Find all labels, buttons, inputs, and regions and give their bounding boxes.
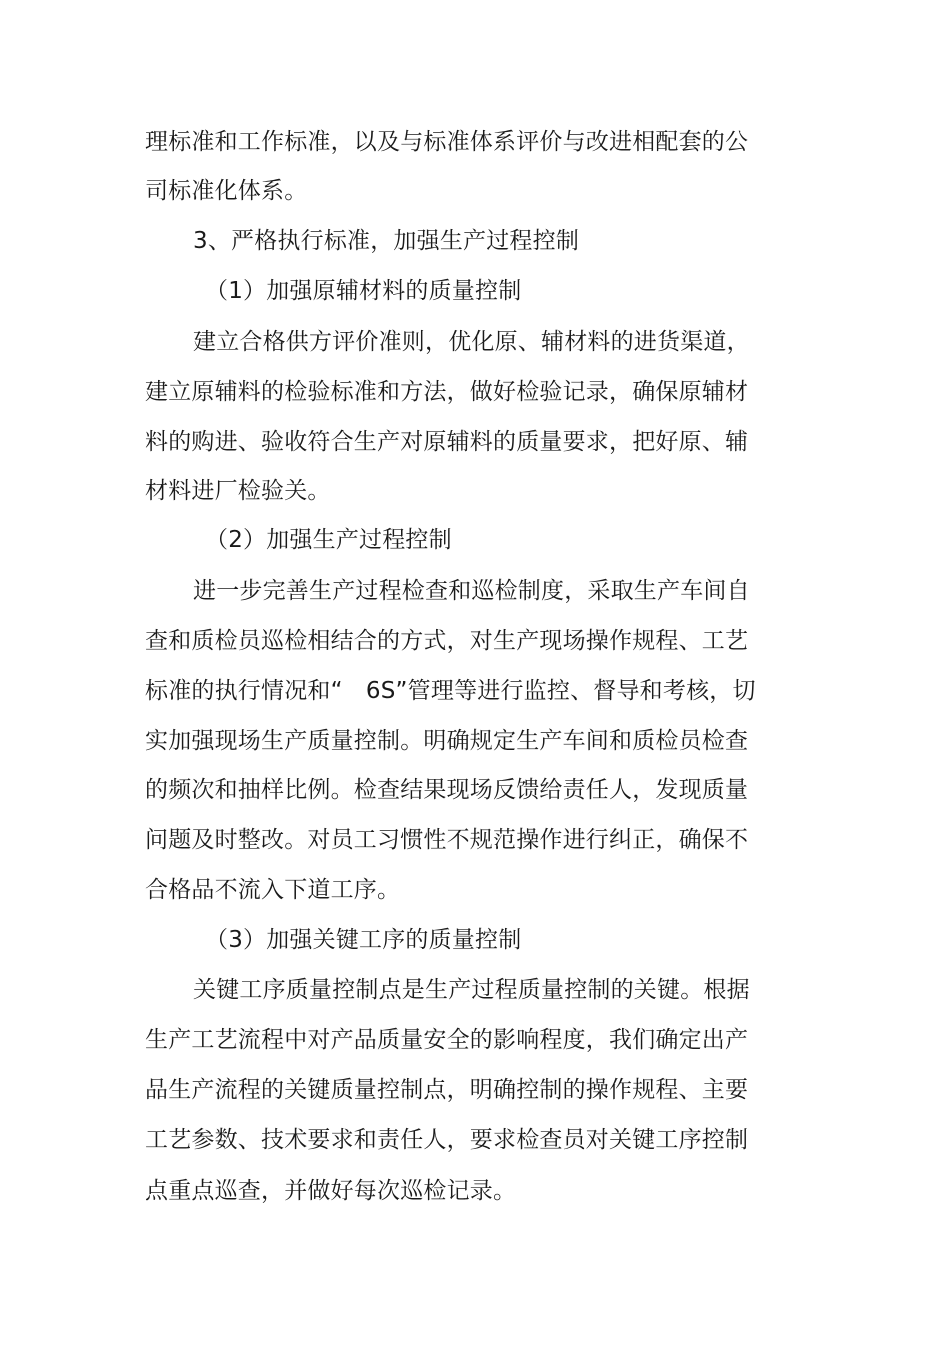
paragraph-line: 关键工序质量控制点是生产过程质量控制的关键。根据 — [193, 977, 750, 1003]
paragraph-line: 实加强现场生产质量控制。明确规定生产车间和质检员检查 — [145, 728, 749, 754]
paragraph-line: 合格品不流入下道工序。 — [145, 877, 401, 903]
paragraph-line: 点重点巡查，并做好每次巡检记录。 — [145, 1178, 517, 1204]
paragraph-line: 问题及时整改。对员工习惯性不规范操作进行纠正，确保不 — [145, 827, 749, 853]
paragraph-line: 进一步完善生产过程检查和巡检制度，采取生产车间自 — [193, 578, 750, 604]
paragraph-line: 料的购进、验收符合生产对原辅料的质量要求，把好原、辅 — [145, 429, 749, 455]
paragraph-line: 建立合格供方评价准则，优化原、辅材料的进货渠道， — [193, 329, 750, 355]
paragraph-line: 工艺参数、技术要求和责任人，要求检查员对关键工序控制 — [145, 1127, 749, 1153]
subsection-heading: （3）加强关键工序的质量控制 — [205, 927, 522, 953]
paragraph-line: 材料进厂检验关。 — [145, 478, 331, 504]
paragraph-line: 生产工艺流程中对产品质量安全的影响程度，我们确定出产 — [145, 1027, 749, 1053]
section-heading: 3、严格执行标准，加强生产过程控制 — [193, 228, 580, 254]
paragraph-line: 标准的执行情况和“ 6S”管理等进行监控、督导和考核，切 — [145, 678, 756, 704]
subsection-heading: （1）加强原辅材料的质量控制 — [205, 278, 522, 304]
paragraph-line: 理标准和工作标准，以及与标准体系评价与改进相配套的公 — [145, 129, 749, 155]
subsection-heading: （2）加强生产过程控制 — [205, 527, 452, 553]
paragraph-line: 查和质检员巡检相结合的方式，对生产现场操作规程、工艺 — [145, 628, 749, 654]
paragraph-line: 建立原辅料的检验标准和方法，做好检验记录，确保原辅材 — [145, 379, 749, 405]
paragraph-line: 的频次和抽样比例。检查结果现场反馈给责任人，发现质量 — [145, 777, 749, 803]
paragraph-line: 司标准化体系。 — [145, 178, 308, 204]
paragraph-line: 品生产流程的关键质量控制点，明确控制的操作规程、主要 — [145, 1077, 749, 1103]
